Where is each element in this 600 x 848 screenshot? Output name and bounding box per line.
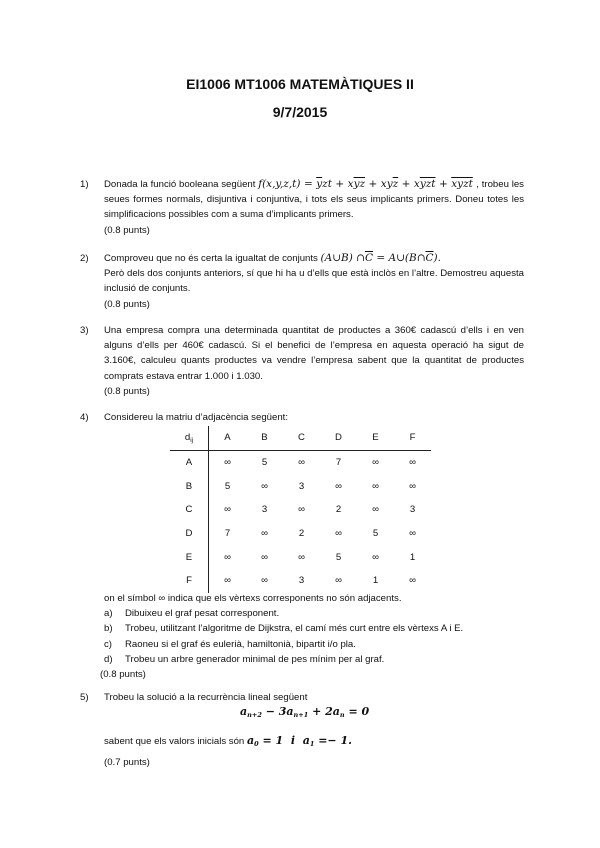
question-number: 2) — [80, 253, 89, 264]
list-item: b) Trobeu, utilitzant l’algoritme de Dijkstra, el camí més curt entre els vèrtexs A i E. — [104, 623, 464, 635]
question-4-intro — [80, 410, 524, 425]
initial-values: $a_0 = 1$ i $a_1 =- 1$. — [246, 734, 352, 748]
table-cell: ∞ — [261, 528, 268, 540]
exam-date: 9/7/2015 — [272, 104, 328, 120]
question-3 — [80, 323, 524, 399]
table-cell: ∞ — [224, 457, 231, 469]
table-cell: ∞ — [372, 480, 379, 492]
table-row — [170, 474, 431, 498]
table-cell: ∞ — [261, 551, 268, 563]
question-text: Però dels dos conjunts anteriors, sí que hi ha u d’ells que està inclòs en l’altre. Demostreu aquesta inclusió de conjunts. — [104, 268, 524, 295]
column-header: D — [320, 426, 357, 450]
question-text: , trobeu les seues formes normals, disjuntiva i conjuntiva, i tots els seus implicants primers. Doneu totes les simplificacions possibles com a suma d’implicants primers. — [104, 179, 524, 221]
row-header: C — [170, 498, 209, 522]
table-cell: ∞ — [224, 575, 231, 587]
table-cell: ∞ — [409, 528, 416, 540]
table-cell: ∞ — [409, 575, 416, 587]
question-points: (0.8 punts) — [104, 224, 150, 236]
row-header: B — [170, 474, 209, 498]
table-cell: 5 — [372, 528, 379, 540]
question-intro: Donada la funció booleana següent — [104, 179, 256, 190]
column-header: B — [246, 426, 283, 450]
list-item: c) Raoneu si el graf és eulerià, hamiltonià, bipartit i/o pla. — [104, 638, 356, 650]
initial-values-text: sabent que els valors inicials són — [104, 736, 245, 747]
table-cell: 3 — [298, 480, 305, 492]
table-cell: 2 — [335, 504, 342, 516]
matrix-note: on el símbol ∞ indica que els vèrtexs corresponents no són adjacents. — [104, 593, 402, 604]
question-number: 3) — [80, 325, 89, 336]
question-intro: Considereu la matriu d’adjacència següent: — [104, 412, 288, 423]
table-corner: $d_{ij}$ — [170, 426, 209, 450]
question-points: (0.8 punts) — [100, 669, 146, 681]
boolean-function: $f(x,y,z,t) = \overline{y}zt + x\overline{y}\overline{z} + xy\overline{z} + x\overline{yzt}$ + xyzt — [258, 178, 473, 190]
table-row — [170, 522, 431, 546]
table-cell: 5 — [261, 457, 268, 469]
question-5-conditions — [104, 733, 524, 770]
list-item: a) Dibuixeu el graf pesat corresponent. — [104, 608, 280, 620]
table-cell: 3 — [261, 504, 268, 516]
table-cell: ∞ — [298, 457, 305, 469]
table-header-row — [170, 426, 431, 450]
table-row — [170, 498, 431, 522]
table-cell: ∞ — [409, 457, 416, 469]
table-cell: ∞ — [298, 504, 305, 516]
table-cell: 2 — [298, 528, 305, 540]
table-row — [170, 545, 431, 569]
list-item: d) Trobeu un arbre generador minimal de pes mínim per al graf. — [104, 653, 385, 665]
question-number: 5) — [80, 692, 89, 703]
question-intro: Trobeu la solució a la recurrència lineal següent — [104, 692, 308, 703]
table-cell: 7 — [224, 528, 231, 540]
question-4-tasks — [100, 591, 524, 682]
question-1 — [80, 177, 524, 238]
question-2 — [80, 251, 524, 312]
table-cell: 3 — [298, 575, 305, 587]
question-number: 1) — [80, 179, 89, 190]
table-cell: 7 — [335, 457, 342, 469]
question-text: Una empresa compra una determinada quantitat de productes a 360€ cadascú d’ells i en ven alguns d’ells per 460€ cadascú. Si el benefici de l’empresa en aquesta operació ha sigut de 3.160€, calculeu quants productes va vendre l’empresa sabent que la quantitat de productes comprats estava entrar 1.000 i 1.030. — [104, 325, 524, 382]
adjacency-matrix — [170, 426, 431, 593]
column-header: F — [394, 426, 431, 450]
table-cell: ∞ — [372, 551, 379, 563]
row-header: D — [170, 522, 209, 546]
table-cell: ∞ — [298, 551, 305, 563]
question-number: 4) — [80, 412, 89, 423]
table-cell: 3 — [409, 504, 416, 516]
table-cell: 1 — [372, 575, 379, 587]
table-row — [170, 569, 431, 593]
column-header: C — [283, 426, 320, 450]
question-points: (0.8 punts) — [104, 298, 150, 310]
table-cell: ∞ — [224, 504, 231, 516]
table-cell: 1 — [409, 551, 416, 563]
page-title: EI1006 MT1006 MATEMÀTIQUES II — [186, 76, 414, 92]
table-row — [170, 450, 431, 474]
column-header: A — [209, 426, 247, 450]
question-points: (0.7 punts) — [104, 757, 150, 769]
table-cell: 5 — [335, 551, 342, 563]
question-intro: Comproveu que no és certa la igualtat de conjunts — [104, 253, 318, 264]
question-points: (0.8 punts) — [104, 385, 150, 397]
row-header: A — [170, 450, 209, 474]
table-cell: ∞ — [261, 575, 268, 587]
row-header: E — [170, 545, 209, 569]
table-cell: ∞ — [335, 480, 342, 492]
table-cell: ∞ — [372, 457, 379, 469]
table-cell: 5 — [224, 480, 231, 492]
row-header: F — [170, 569, 209, 593]
table-cell: ∞ — [409, 480, 416, 492]
table-cell: ∞ — [335, 575, 342, 587]
question-5-intro — [80, 690, 524, 705]
table-cell: ∞ — [372, 504, 379, 516]
table-cell: ∞ — [261, 480, 268, 492]
recurrence-equation: $a_{n+2} - 3a_{n+1} + 2a_n = 0$ — [240, 705, 370, 719]
set-equation: (A∪B) $\cap\overline{C}$ = $A\cup(B\cap\overline{C})$. — [320, 252, 441, 264]
column-header: E — [357, 426, 394, 450]
table-cell: ∞ — [224, 551, 231, 563]
table-cell: ∞ — [335, 528, 342, 540]
